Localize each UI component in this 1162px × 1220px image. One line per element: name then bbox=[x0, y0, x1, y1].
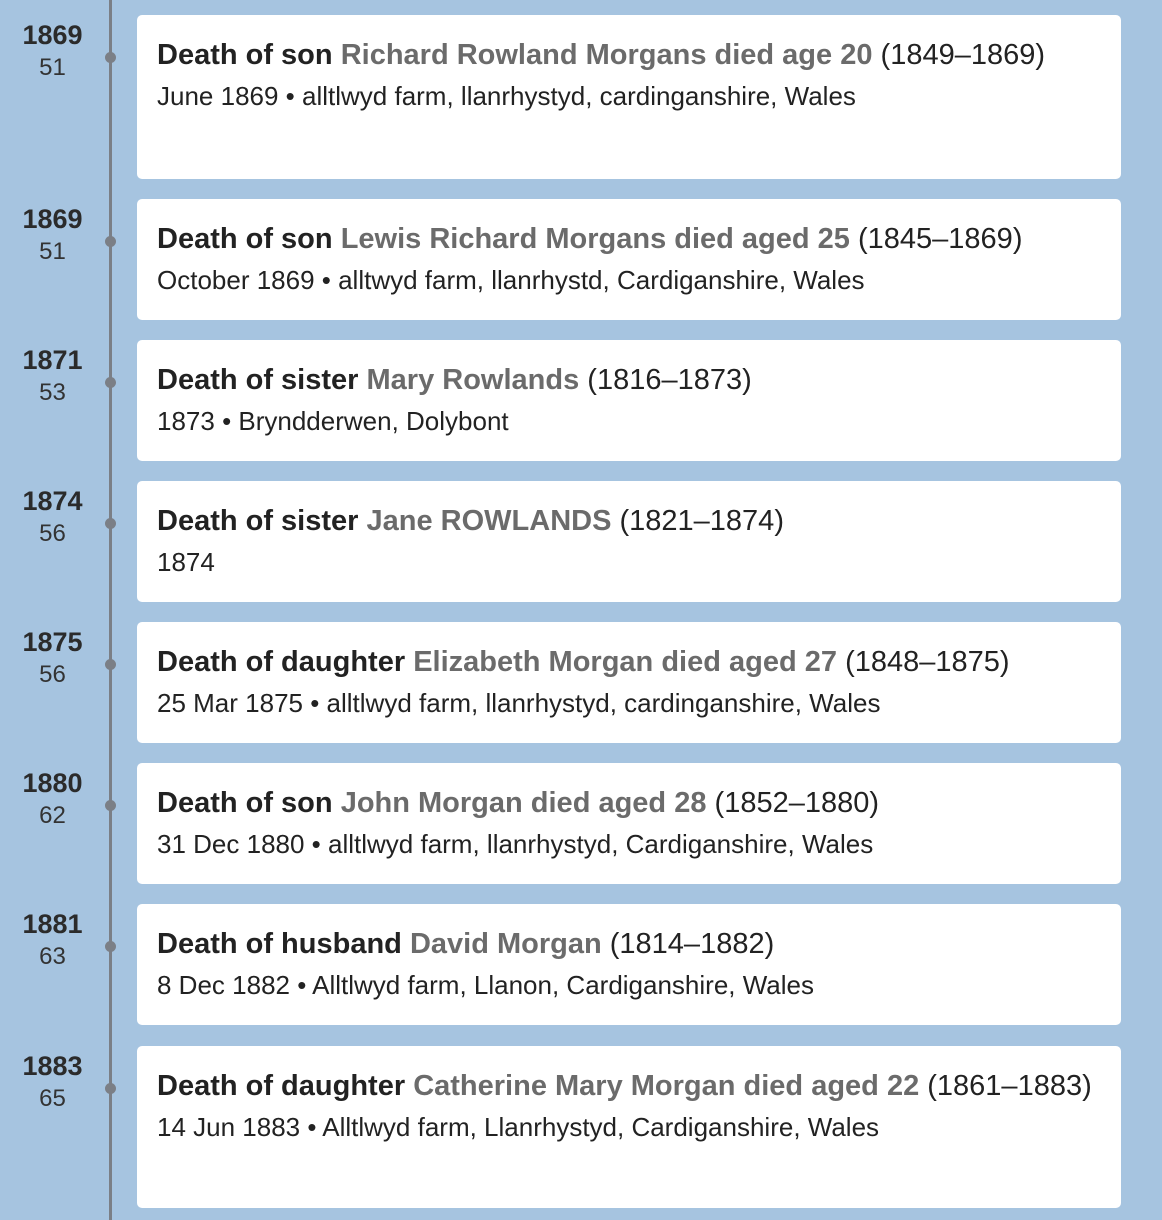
event-age: 56 bbox=[39, 520, 66, 547]
event-headline bbox=[157, 923, 1101, 965]
person-link[interactable]: Elizabeth Morgan died aged 27 bbox=[413, 646, 837, 678]
person-link[interactable]: John Morgan died aged 28 bbox=[340, 787, 707, 819]
event-age: 65 bbox=[39, 1085, 66, 1112]
event-card[interactable] bbox=[137, 199, 1121, 320]
event-card[interactable] bbox=[137, 622, 1121, 743]
timeline-dot bbox=[105, 377, 116, 388]
event-year: 1881 bbox=[22, 909, 83, 939]
timeline-event bbox=[0, 15, 1162, 179]
timeline-event bbox=[0, 481, 1162, 602]
event-age: 63 bbox=[39, 943, 66, 970]
person-lifespan: (1848–1875) bbox=[845, 646, 1010, 678]
person-lifespan: (1816–1873) bbox=[587, 364, 752, 396]
event-age: 51 bbox=[39, 238, 66, 265]
event-card[interactable] bbox=[137, 1046, 1121, 1208]
timeline-event bbox=[0, 199, 1162, 320]
timeline-dot bbox=[105, 236, 116, 247]
timeline-dot bbox=[105, 800, 116, 811]
event-headline bbox=[157, 359, 1101, 401]
timeline-dot bbox=[105, 52, 116, 63]
event-type: Death of son bbox=[157, 787, 333, 819]
timeline-dot bbox=[105, 1083, 116, 1094]
event-age: 62 bbox=[39, 802, 66, 829]
person-lifespan: (1814–1882) bbox=[609, 928, 775, 960]
event-year: 1871 bbox=[22, 345, 83, 375]
event-date-column bbox=[0, 201, 105, 267]
event-details: 14 Jun 1883 • Alltlwyd farm, Llanrhystyd, Cardiganshire, Wales bbox=[157, 1112, 880, 1142]
event-details: 1874 bbox=[157, 547, 215, 577]
event-age: 53 bbox=[39, 379, 66, 406]
person-link[interactable]: Lewis Richard Morgans died aged 25 bbox=[340, 223, 850, 255]
event-headline bbox=[157, 641, 1101, 683]
event-year: 1883 bbox=[22, 1051, 83, 1081]
event-year: 1880 bbox=[22, 768, 83, 798]
event-year: 1875 bbox=[22, 627, 83, 657]
event-year: 1874 bbox=[22, 486, 83, 516]
event-headline bbox=[157, 500, 1101, 542]
event-card[interactable] bbox=[137, 904, 1121, 1025]
event-age: 51 bbox=[39, 54, 66, 81]
timeline-event bbox=[0, 1046, 1162, 1208]
person-link[interactable]: Jane ROWLANDS bbox=[366, 505, 612, 537]
event-type: Death of sister bbox=[157, 505, 359, 537]
event-age: 56 bbox=[39, 661, 66, 688]
event-details: 1873 • Bryndderwen, Dolybont bbox=[157, 406, 509, 436]
timeline-event bbox=[0, 904, 1162, 1025]
event-details: June 1869 • alltlwyd farm, llanrhystyd, cardinganshire, Wales bbox=[157, 81, 856, 111]
timeline-dot bbox=[105, 518, 116, 529]
timeline-dot bbox=[105, 659, 116, 670]
timeline-event bbox=[0, 763, 1162, 884]
event-headline bbox=[157, 782, 1101, 824]
timeline-dot bbox=[105, 941, 116, 952]
event-headline bbox=[157, 218, 1101, 260]
event-card[interactable] bbox=[137, 15, 1121, 179]
person-lifespan: (1849–1869) bbox=[880, 39, 1046, 71]
event-date-column bbox=[0, 483, 105, 549]
timeline-event bbox=[0, 622, 1162, 743]
event-type: Death of sister bbox=[157, 364, 359, 396]
event-date-column bbox=[0, 17, 105, 83]
event-year: 1869 bbox=[22, 204, 83, 234]
person-lifespan: (1852–1880) bbox=[714, 787, 880, 819]
event-year: 1869 bbox=[22, 20, 83, 50]
event-details: 25 Mar 1875 • alltlwyd farm, llanrhystyd, cardinganshire, Wales bbox=[157, 688, 881, 718]
person-link[interactable]: Mary Rowlands bbox=[366, 364, 580, 396]
event-date-column bbox=[0, 1048, 105, 1114]
person-link[interactable]: David Morgan bbox=[409, 928, 602, 960]
person-link[interactable]: Catherine Mary Morgan died aged 22 bbox=[413, 1070, 920, 1102]
event-details: October 1869 • alltwyd farm, llanrhystd, Cardiganshire, Wales bbox=[157, 265, 865, 295]
event-details: 8 Dec 1882 • Alltlwyd farm, Llanon, Cardiganshire, Wales bbox=[157, 970, 815, 1000]
event-type: Death of daughter bbox=[157, 1070, 406, 1102]
timeline-line bbox=[109, 0, 112, 1220]
event-headline bbox=[157, 34, 1101, 76]
event-details: 31 Dec 1880 • alltlwyd farm, llanrhystyd, Cardiganshire, Wales bbox=[157, 829, 874, 859]
person-lifespan: (1821–1874) bbox=[619, 505, 784, 537]
event-card[interactable] bbox=[137, 340, 1121, 461]
person-lifespan: (1861–1883) bbox=[927, 1070, 1092, 1102]
person-lifespan: (1845–1869) bbox=[858, 223, 1023, 255]
timeline-event bbox=[0, 340, 1162, 461]
event-date-column bbox=[0, 342, 105, 408]
event-type: Death of daughter bbox=[157, 646, 406, 678]
event-headline bbox=[157, 1065, 1101, 1107]
event-card[interactable] bbox=[137, 763, 1121, 884]
event-type: Death of son bbox=[157, 223, 333, 255]
event-card[interactable] bbox=[137, 481, 1121, 602]
event-date-column bbox=[0, 906, 105, 972]
person-link[interactable]: Richard Rowland Morgans died age 20 bbox=[340, 39, 873, 71]
event-type: Death of son bbox=[157, 39, 333, 71]
event-date-column bbox=[0, 765, 105, 831]
event-type: Death of husband bbox=[157, 928, 402, 960]
event-date-column bbox=[0, 624, 105, 690]
